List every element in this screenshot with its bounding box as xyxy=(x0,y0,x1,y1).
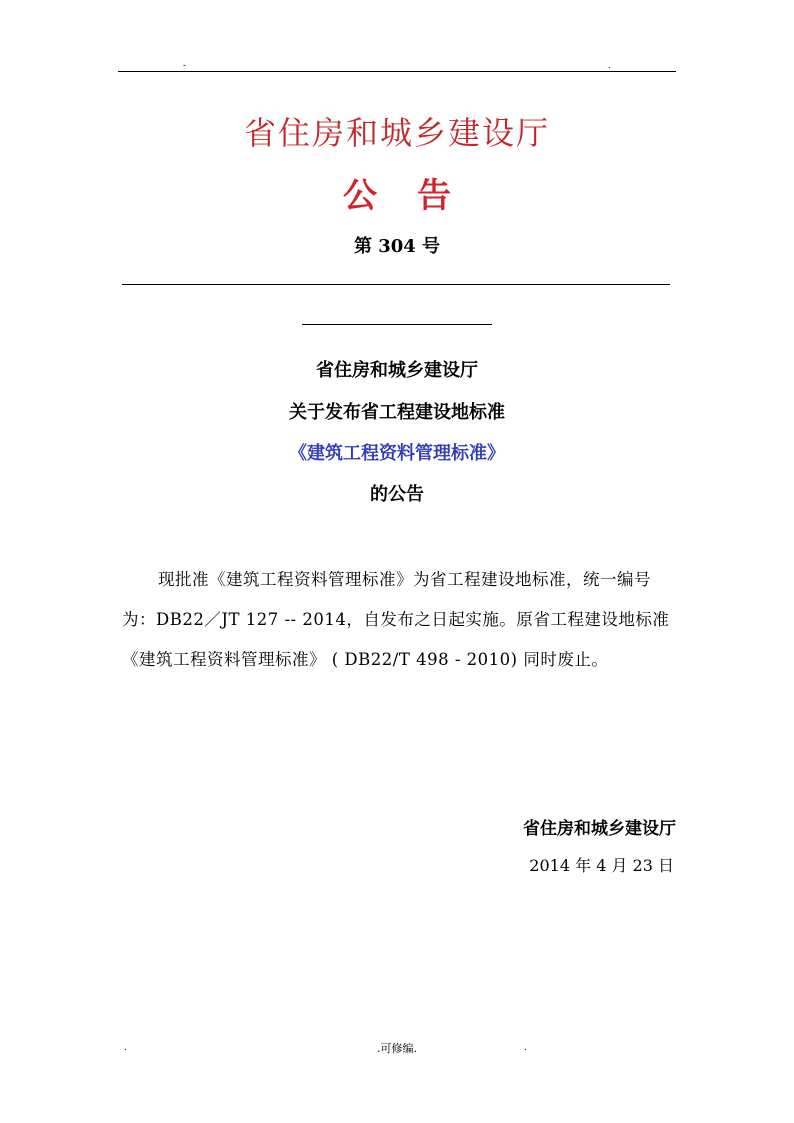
notice-standard-title: 《建筑工程资料管理标准》 xyxy=(289,443,505,464)
footer-editable-note: .可修编. xyxy=(377,1042,417,1055)
document-number: 第 304 号 xyxy=(353,236,441,257)
notice-line-4: 的公告 xyxy=(370,484,424,505)
announcement-title: 公告 xyxy=(343,176,491,216)
notice-line-2: 关于发布省工程建设地标准 xyxy=(289,402,505,423)
separator-line-short xyxy=(302,324,492,325)
header-mark-right: . xyxy=(608,60,611,70)
header-mark-left: - xyxy=(183,60,186,70)
notice-line-1: 省住房和城乡建设厅 xyxy=(316,360,478,381)
signature-date: 2014 年 4 月 23 日 xyxy=(529,856,674,875)
signature-organization: 省住房和城乡建设厅 xyxy=(523,819,676,839)
footer-dot-left: . xyxy=(124,1042,127,1053)
body-paragraph: 现批准《建筑工程资料管理标准》为省工程建设地标准，统一编号为：DB22／JT 127 -- 2014，自发布之日起实施。原省工程建设地标准《建筑工程资料管理标准》 ( DB22/T 498 - 2010) 同时废止。 xyxy=(122,570,670,669)
header-rule xyxy=(118,71,676,72)
separator-line-long xyxy=(122,284,670,285)
department-title: 省住房和城乡建设厅 xyxy=(243,114,550,152)
footer-dot-right: . xyxy=(524,1042,527,1053)
